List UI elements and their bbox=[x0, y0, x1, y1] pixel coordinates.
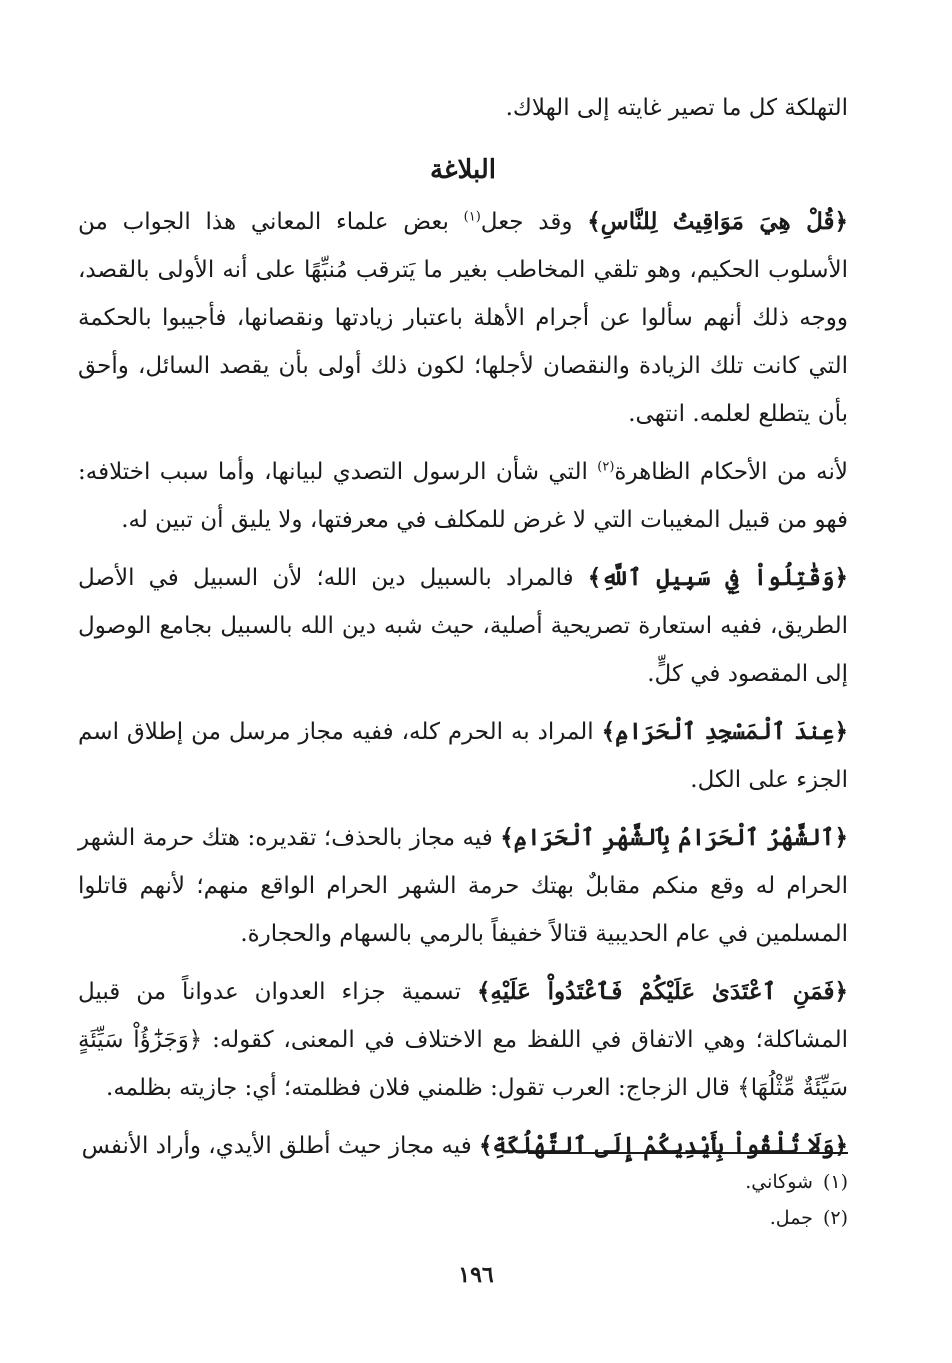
paragraph-text: لأنه من الأحكام الظاهرة bbox=[614, 459, 848, 485]
paragraph-text: التي شأن الرسول التصدي لبيانها، وأما سبب اختلافه: فهو من قبيل المغيبات التي لا غرض للمكلف في معرفتها، ولا يليق أن تبين له. bbox=[78, 459, 848, 533]
paragraph-1 bbox=[78, 198, 848, 438]
paragraph-text: تسمية جزاء العدوان عدواناً من قبيل المشاكلة؛ وهي الاتفاق في اللفظ مع الاختلاف في المعنى، كقوله: ﴿وَجَزَٰٓؤُاْ سَيِّئَةٍ سَيِّئَةٌ مِّثْلُهَا﴾ قال الزجاج: العرب تقول: ظلمني فلان فظلمته؛ أي: جازيته بظلمه. bbox=[78, 979, 848, 1101]
footnote-divider bbox=[528, 1152, 848, 1154]
paragraph-text: فيه مجاز بالحذف؛ تقديره: هتك حرمة الشهر الحرام له وقع منكم مقابلٌ بهتك حرمة الشهر الحرام الواقع منهم؛ لأنهم قاتلوا المسلمين في عام الحديبية قتالاً خفيفاً بالرمي بالسهام والحجارة. bbox=[78, 825, 848, 947]
footnote-ref[interactable]: (٢) bbox=[597, 459, 615, 475]
footnote-item bbox=[520, 1164, 848, 1200]
footnotes bbox=[520, 1164, 848, 1236]
paragraph-6 bbox=[78, 968, 848, 1112]
section-heading: البلاغة bbox=[429, 155, 497, 185]
quran-quote: ﴿ٱلشَّهْرُ ٱلْحَرَامُ بِٱلشَّهْرِ ٱلْحَرَامِ﴾ bbox=[500, 824, 848, 851]
paragraph-3 bbox=[78, 554, 848, 698]
footnote-text: جمل. bbox=[769, 1207, 813, 1229]
quran-quote: ﴿فَمَنِ ٱعْتَدَىٰ عَلَيْكُمْ فَٱعْتَدُواْ عَلَيْهِ﴾ bbox=[476, 978, 848, 1005]
quran-quote: ﴿وَلَا تُلْقُواْ بِأَيْدِيكُمْ إِلَى ٱلتَّهْلُكَةِ﴾ bbox=[479, 1132, 848, 1159]
paragraph-5 bbox=[78, 814, 848, 958]
paragraph-text: بعض علماء المعاني هذا الجواب من الأسلوب الحكيم، وهو تلقي المخاطب بغير ما يَترقب مُنبِّهًا على أنه الأولى بالقصد، ووجه ذلك أنهم سألوا عن أجرام الأهلة باعتبار زيادتها ونقصانها، فأجيبوا بالحكمة التي كانت تلك الزيادة والنقصان لأجلها؛ لكون ذلك أولى بأن يقصد السائل، وأحق بأن يتطلع لعلمه. انتهى. bbox=[78, 209, 848, 427]
footnote-text: شوكاني. bbox=[745, 1171, 813, 1193]
footnote-number: (١) bbox=[822, 1171, 848, 1193]
paragraph-7 bbox=[78, 1122, 848, 1170]
paragraph-2 bbox=[78, 448, 848, 544]
paragraph-text: المراد به الحرم كله، ففيه مجاز مرسل من إطلاق اسم الجزء على الكل. bbox=[78, 719, 848, 793]
paragraph-text: وقد جعل bbox=[480, 209, 588, 235]
quran-quote: ﴿وَقَٰتِلُواْ فِي سَبِيلِ ٱللَّهِ﴾ bbox=[587, 564, 848, 591]
quran-quote: ﴿قُلْ هِيَ مَوَاقِيتُ لِلنَّاسِ﴾ bbox=[587, 208, 848, 235]
page-body bbox=[78, 82, 848, 1180]
quran-quote: ﴿عِندَ ٱلْمَسْجِدِ ٱلْحَرَامِ﴾ bbox=[601, 718, 848, 745]
page-number: ١٩٦ bbox=[458, 1262, 494, 1288]
footnote-ref[interactable]: (١) bbox=[463, 209, 481, 225]
footnote-number: (٢) bbox=[822, 1207, 848, 1229]
paragraph-text: فيه مجاز حيث أطلق الأيدي، وأراد الأنفس bbox=[81, 1133, 480, 1159]
paragraph-4 bbox=[78, 708, 848, 804]
paragraph-text: فالمراد بالسبيل دين الله؛ لأن السبيل في الأصل الطريق، ففيه استعارة تصريحية أصلية، حيث شبه دين الله بالسبيل بجامع الوصول إلى المقصود في كلٍّ. bbox=[78, 565, 848, 687]
top-line: التهلكة كل ما تصير غايته إلى الهلاك. bbox=[505, 95, 848, 121]
footnote-item bbox=[520, 1200, 848, 1236]
